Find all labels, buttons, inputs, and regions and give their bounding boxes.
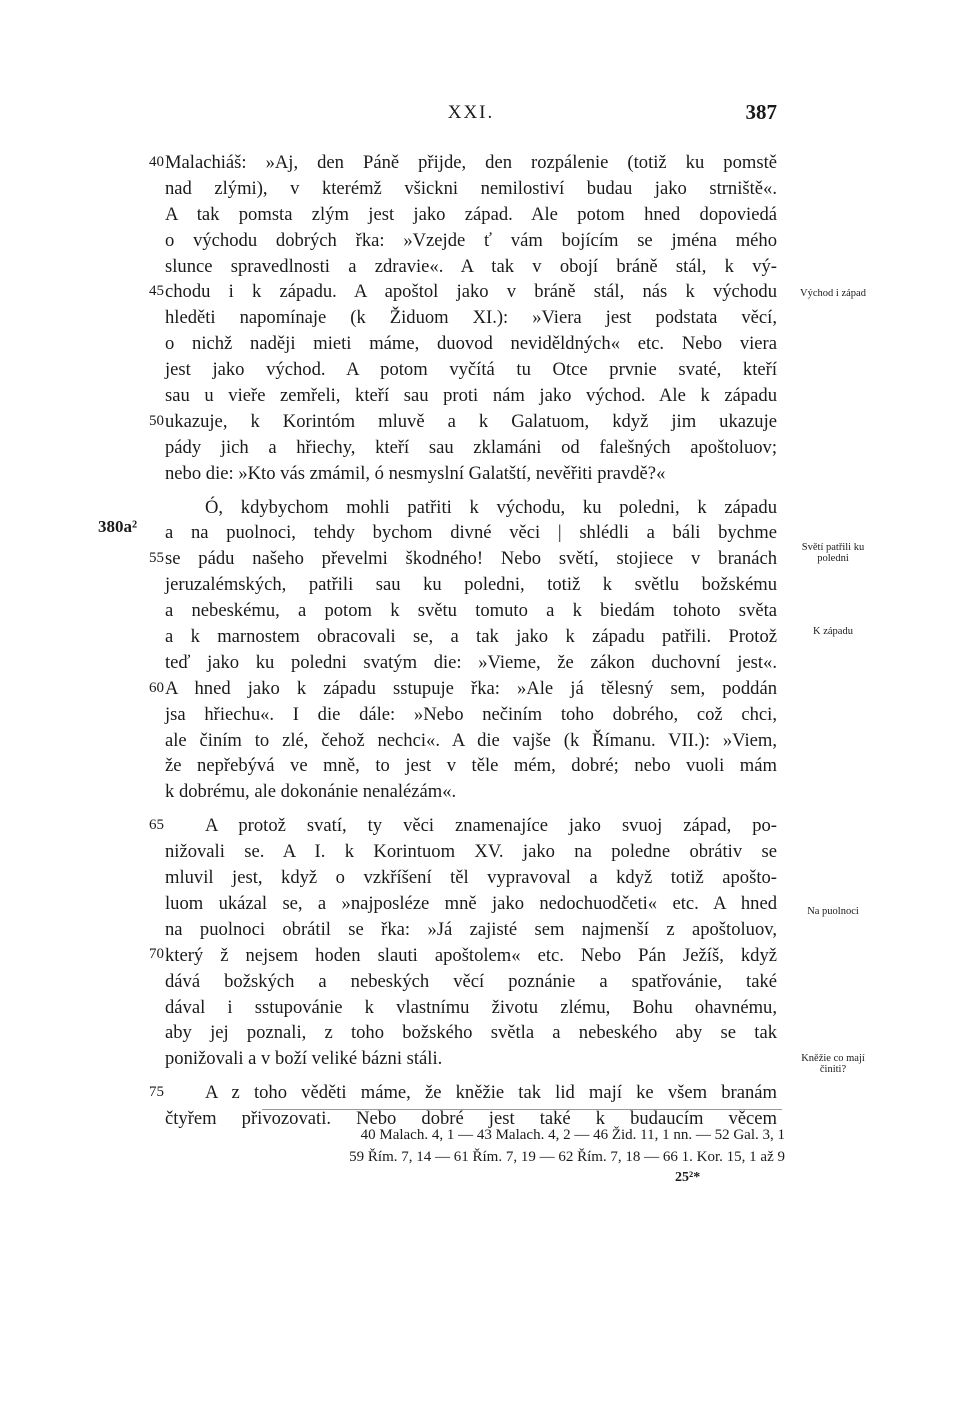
text-line: A hned jako k západu sstupuje řka: »Ale já tělesný sem, poddán <box>165 677 777 699</box>
text-line: mluvil jest, když o vzkříšení těl vypravoval a když totiž apošto- <box>165 867 777 889</box>
text-line: dává božských a nebeských věcí poznánie a spatřovánie, také <box>165 970 777 992</box>
page-number: 387 <box>745 100 777 124</box>
text-line: o východu dobrých řka: »Vzejde ť vám bojícím se jména mého <box>165 229 777 251</box>
text-line: nižovali se. A I. k Korintuom XV. jako na poledne obrátiv se <box>165 841 777 863</box>
margin-note: K západu <box>813 626 853 637</box>
text-line: se pádu našeho převelmi škodného! Nebo světí, stojiece v branách <box>165 548 777 570</box>
text-line: k dobrému, ale dokonánie nenalézám«. <box>165 781 457 803</box>
line-number: 65 <box>149 817 164 833</box>
text-line: na puolnoci obrátil se řka: »Já zajisté sem najmenší z apoštoluov, <box>165 918 777 940</box>
text-line: a k marnostem obracovali se, a tak jako k západu patřili. Protož <box>165 626 777 648</box>
text-line: slunce spravedlnosti a zdravie«. A tak v obojí bráně stál, k vý- <box>165 255 777 277</box>
text-line: jest jako východ. A potom vyčítá tu Otce prvnie svaté, kteří <box>165 359 777 381</box>
text-line: aby jej poznali, z toho božského světla a nebeského aby se tak <box>165 1022 777 1044</box>
footnote-line: 59 Řím. 7, 14 — 61 Řím. 7, 19 — 62 Řím. 7, 18 — 66 1. Kor. 15, 1 až 9 <box>349 1149 785 1165</box>
text-line: že nepřebývá ve mně, to jest v těle mém, dobré; nebo vuoli mám <box>165 755 777 777</box>
text-line: chodu i k západu. A apoštol jako v bráně stál, nás k východu <box>165 281 777 303</box>
line-number: 50 <box>149 413 164 429</box>
text-line: A z toho věděti máme, že kněžie tak lid mají ke všem branám <box>205 1082 777 1104</box>
text-line: čtyřem přivozovati. Nebo dobré jest také k budaucím věcem <box>165 1108 777 1130</box>
margin-note: Na puolnoci <box>807 906 859 917</box>
chapter-heading: XXI. <box>447 102 495 123</box>
printer-signature: 25²* <box>675 1170 701 1185</box>
footnote-line: 40 Malach. 4, 1 — 43 Malach. 4, 2 — 46 Žid. 11, 1 nn. — 52 Gal. 3, 1 <box>360 1127 785 1143</box>
text-line: sau u vieře zemřeli, kteří sau proti nám jako východ. Ale k západu <box>165 385 777 407</box>
text-line: ale činím to zlé, čehož nechci«. A die vajše (k Římanu. VII.): »Viem, <box>165 729 777 751</box>
folio-mark: 380a² <box>98 517 138 536</box>
text-line: nad zlými), v kterémž všickni nemilostiví budau jako strniště«. <box>165 177 777 199</box>
text-line: ukazuje, k Korintóm mluvě a k Galatuom, když jim ukazuje <box>165 410 777 432</box>
text-line: pády jich a hřiechy, kteří sau zklamáni od falešných apoštoluov; <box>165 436 777 458</box>
margin-note: Východ i západ <box>800 288 866 299</box>
body-text <box>165 150 777 1132</box>
text-line: teď jako ku poledni svatým die: »Vieme, že zákon duchovní jest«. <box>165 651 777 673</box>
footnote-divider <box>262 1109 782 1110</box>
line-number: 55 <box>149 550 164 566</box>
line-number: 45 <box>149 283 164 299</box>
line-number: 60 <box>149 680 164 696</box>
page-header <box>165 100 777 130</box>
text-line: o nichž naději mieti máme, duovod neviděldných« etc. Nebo viera <box>165 333 777 355</box>
line-number: 70 <box>149 946 164 962</box>
text-line: Malachiáš: »Aj, den Páně přijde, den rozpálenie (totiž ku pomstě <box>165 152 777 173</box>
text-line: luom ukázal se, a »najposléze mně jako nedochuodčeti« etc. A hned <box>165 892 777 914</box>
text-line: a nebeskému, a potom k světu tomuto a k biedám tohoto světa <box>165 600 777 622</box>
text-line: jsa hřiechu«. I die dále: »Nebo nečiním toho dobrého, což chci, <box>165 703 777 725</box>
text-line: který ž nejsem hoden slauti apoštolem« etc. Nebo Pán Ježíš, když <box>165 944 777 966</box>
line-number: 40 <box>149 154 164 170</box>
text-line: A protož svatí, ty věci znamenajíce jako svuoj západ, po- <box>205 815 777 837</box>
text-line: a na puolnoci, tehdy bychom divné věci | shlédli a báli bychme <box>165 522 777 544</box>
margin-note: Světí patřili ku poledni <box>801 542 865 564</box>
text-line: jeruzalémských, patřili sau ku poledni, totiž k světlu božskému <box>165 574 777 596</box>
text-line: ponižovali a v boží veliké bázni stáli. <box>165 1048 443 1070</box>
footnotes <box>160 1124 785 1168</box>
text-line: nebo die: »Kto vás zmámil, ó nesmyslní Galatští, nevěřiti pravdě?« <box>165 462 666 484</box>
text-line: dával i sstupovánie k vlastnímu životu zlému, Bohu ohavnému, <box>165 996 777 1018</box>
line-number: 75 <box>149 1084 164 1100</box>
text-line: hleděti napomínaje (k Židuom XI.): »Viera jest podstata věcí, <box>165 307 777 329</box>
margin-note: Kněžie co mají činiti? <box>801 1053 865 1075</box>
text-line: A tak pomsta zlým jest jako západ. Ale potom hned dopoviedá <box>165 203 777 225</box>
text-line: Ó, kdybychom mohli patřiti k východu, ku poledni, k západu <box>205 496 777 518</box>
